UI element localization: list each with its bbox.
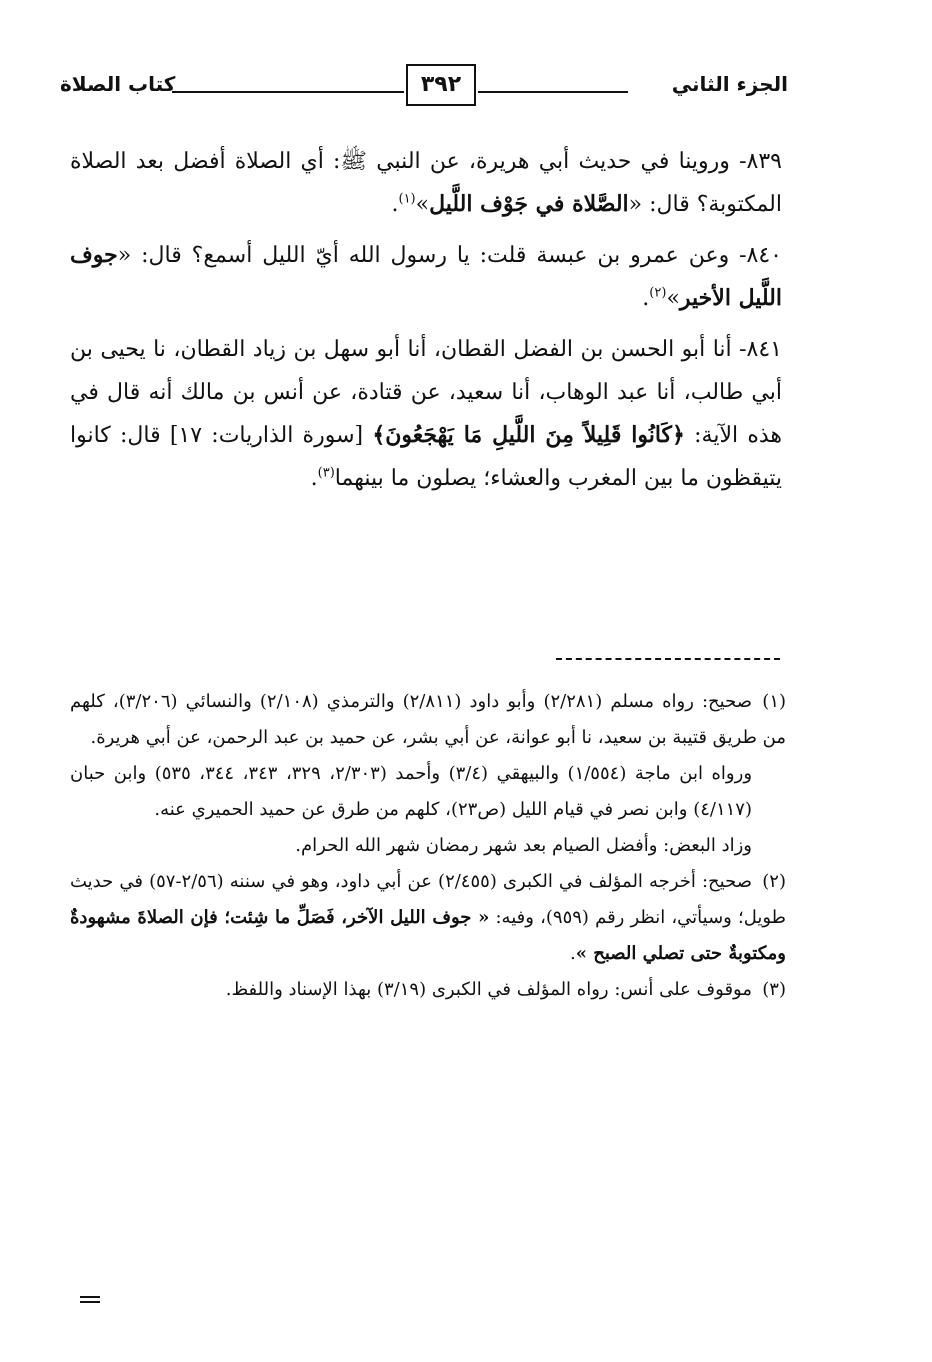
header-book-title: كتاب الصلاة	[60, 72, 176, 96]
footnote-number: (١)	[762, 691, 787, 712]
hadith-839	[70, 140, 782, 226]
footnote-separator	[556, 658, 780, 660]
footnote-1-cont: وزاد البعض: وأفضل الصيام بعد شهر رمضان شهر الله الحرام.	[295, 835, 752, 856]
end-mark	[80, 1296, 100, 1304]
hadith-quote-close: »	[415, 192, 430, 217]
footnote-text: موقوف على أنس: رواه المؤلف في الكبرى (٣/١٩) بهذا الإسناد واللفظ.	[225, 979, 752, 1000]
hadith-end: .	[642, 286, 650, 311]
footnote-text: صحيح: رواه مسلم (٢/٢٨١) وأبو داود (٢/٨١١) والترمذي (٢/١٠٨) والنسائي (٣/٢٠٦)، كلهم من طريق قتيبة بن سعيد، نا أبو عوانة، عن أبي بشر، عن حميد بن عبد الرحمن، عن أبي هريرة.	[70, 691, 786, 748]
hadith-text: أنا أبو الحسن بن الفضل القطان، أنا أبو سهل بن زياد القطان، نا يحيى بن أبي طالب، أنا عبد الوهاب، أنا سعيد، عن قتادة، عن أنس بن مالك أنه قال في هذه الآية:	[70, 337, 782, 448]
hadith-number: ٨٣٩-	[739, 149, 782, 174]
hadith-number: ٨٤١-	[739, 337, 782, 362]
hadith-quote: جوف اللَّيل الأخير	[70, 242, 782, 311]
hadith-text-cont: [سورة الذاريات: ١٧] قال: كانوا يتيقظون ما بين المغرب والعشاء؛ يصلون ما بينهما	[70, 423, 782, 491]
footnote-ref: (٣)	[317, 465, 335, 481]
hadith-number: ٨٤٠-	[739, 243, 782, 268]
hadith-quote-close: »	[666, 286, 680, 311]
hadith-end: .	[310, 466, 318, 491]
footnotes	[70, 684, 786, 1008]
hadith-841	[70, 328, 782, 500]
footnote-ref: (٢)	[649, 285, 667, 301]
footnote-2	[70, 864, 786, 972]
hadith-quote: الصَّلاة في جَوْف اللَّيل	[429, 191, 629, 217]
footnote-quote: « جوف الليل الآخر، فَصَلِّ ما شِئت؛ فإن الصلاةَ مشهودةٌ ومكتوبةٌ حتى تصلي الصبح »	[70, 907, 786, 964]
footnote-number: (٢)	[762, 871, 786, 892]
running-header	[60, 62, 788, 112]
hadith-text: وروينا في حديث أبي هريرة، عن النبي ﷺ: أي الصلاة أفضل بعد الصلاة المكتوبة؟ قال: «	[70, 149, 782, 217]
header-rule-left	[172, 91, 404, 93]
header-rule-right	[478, 91, 628, 93]
footnote-text: صحيح: أخرجه المؤلف في الكبرى (٢/٤٥٥) عن أبي داود، وهو في سننه (٢/٥٦-٥٧) في حديث طويل؛ وسيأتي، انظر رقم (٩٥٩)، وفيه:	[70, 871, 786, 928]
page-number: ٣٩٢	[406, 64, 476, 106]
header-volume: الجزء الثاني	[671, 72, 788, 96]
footnote-end: .	[569, 943, 576, 964]
hadith-840	[70, 234, 782, 320]
quran-verse: ﴿كَانُوا قَلِيلاً مِنَ اللَّيلِ مَا يَهْجَعُونَ﴾	[372, 422, 685, 448]
hadith-text: وعن عمرو بن عبسة قلت: يا رسول الله أيّ الليل أسمع؟ قال: «	[117, 243, 730, 268]
footnote-ref: (١)	[398, 191, 416, 207]
footnote-1	[70, 684, 786, 756]
footnote-3	[70, 972, 786, 1008]
footnote-1-cont: ورواه ابن ماجة (١/٥٥٤) والبيهقي (٣/٤) وأحمد (٢/٣٠٣، ٣٢٩، ٣٤٣، ٣٤٤، ٥٣٥) وابن حبان (٤/١١٧) وابن نصر في قيام الليل (ص٢٣)، كلهم من طرق عن حميد الحميري عنه.	[70, 763, 753, 820]
footnote-number: (٣)	[762, 979, 786, 1000]
main-text	[70, 140, 782, 508]
hadith-end: .	[391, 192, 399, 217]
